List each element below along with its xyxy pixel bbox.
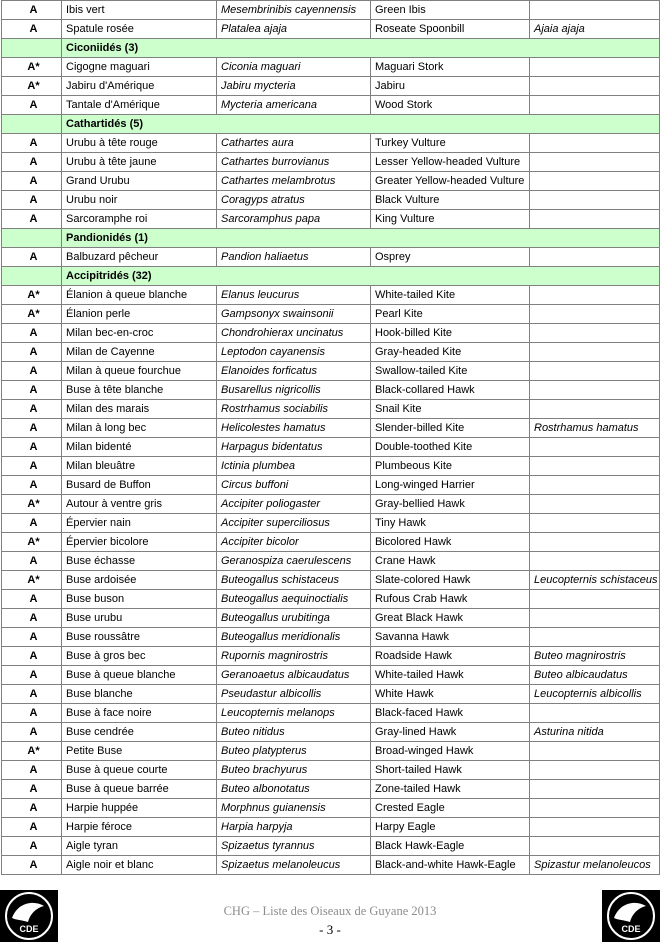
scientific-name: Chondrohierax uncinatus — [217, 324, 371, 343]
synonym-name — [530, 210, 660, 229]
synonym-name: Buteo albicaudatus — [530, 666, 660, 685]
synonym-name: Leucopternis schistaceus — [530, 571, 660, 590]
species-row — [2, 248, 660, 267]
synonym-name — [530, 780, 660, 799]
family-header-row — [2, 267, 660, 286]
synonym-name — [530, 533, 660, 552]
status-code: A — [2, 20, 62, 39]
english-name: Great Black Hawk — [371, 609, 530, 628]
status-code: A — [2, 799, 62, 818]
scientific-name: Ictinia plumbea — [217, 457, 371, 476]
species-row — [2, 362, 660, 381]
species-row — [2, 723, 660, 742]
family-name: Accipitridés (32) — [62, 267, 660, 286]
french-name: Buse échasse — [62, 552, 217, 571]
status-code: A — [2, 210, 62, 229]
synonym-name — [530, 628, 660, 647]
scientific-name: Coragyps atratus — [217, 191, 371, 210]
english-name: Long-winged Harrier — [371, 476, 530, 495]
english-name: Greater Yellow-headed Vulture — [371, 172, 530, 191]
species-row — [2, 704, 660, 723]
species-row — [2, 381, 660, 400]
status-code: A — [2, 609, 62, 628]
french-name: Harpie féroce — [62, 818, 217, 837]
synonym-name — [530, 400, 660, 419]
status-code: A — [2, 172, 62, 191]
scientific-name: Cathartes burrovianus — [217, 153, 371, 172]
synonym-name — [530, 58, 660, 77]
cde-logo-left-text: CDE — [19, 924, 39, 934]
french-name: Buse à face noire — [62, 704, 217, 723]
french-name: Aigle noir et blanc — [62, 856, 217, 875]
species-row — [2, 780, 660, 799]
french-name: Buse à gros bec — [62, 647, 217, 666]
species-row — [2, 818, 660, 837]
scientific-name: Pseudastur albicollis — [217, 685, 371, 704]
species-row — [2, 742, 660, 761]
french-name: Milan à queue fourchue — [62, 362, 217, 381]
english-name: Gray-lined Hawk — [371, 723, 530, 742]
species-row — [2, 438, 660, 457]
status-code: A — [2, 856, 62, 875]
french-name: Buse ardoisée — [62, 571, 217, 590]
status-code: A — [2, 343, 62, 362]
french-name: Sarcoramphe roi — [62, 210, 217, 229]
cde-logo-right-text: CDE — [621, 924, 641, 934]
status-code: A — [2, 96, 62, 115]
scientific-name: Leucopternis melanops — [217, 704, 371, 723]
english-name: Broad-winged Hawk — [371, 742, 530, 761]
scientific-name: Accipiter bicolor — [217, 533, 371, 552]
french-name: Tantale d'Amérique — [62, 96, 217, 115]
species-row — [2, 837, 660, 856]
species-row — [2, 286, 660, 305]
family-status-cell — [2, 39, 62, 58]
synonym-name — [530, 761, 660, 780]
species-row — [2, 1, 660, 20]
status-code: A — [2, 381, 62, 400]
species-row — [2, 191, 660, 210]
species-row — [2, 799, 660, 818]
french-name: Buse roussâtre — [62, 628, 217, 647]
scientific-name: Buteogallus urubitinga — [217, 609, 371, 628]
french-name: Buse à queue blanche — [62, 666, 217, 685]
species-row — [2, 324, 660, 343]
status-code: A — [2, 685, 62, 704]
english-name: Hook-billed Kite — [371, 324, 530, 343]
status-code: A — [2, 590, 62, 609]
synonym-name: Ajaia ajaja — [530, 20, 660, 39]
french-name: Buse à queue barrée — [62, 780, 217, 799]
species-row — [2, 533, 660, 552]
scientific-name: Spizaetus melanoleucus — [217, 856, 371, 875]
english-name: Black-and-white Hawk-Eagle — [371, 856, 530, 875]
status-code: A* — [2, 286, 62, 305]
french-name: Grand Urubu — [62, 172, 217, 191]
scientific-name: Circus buffoni — [217, 476, 371, 495]
english-name: Swallow-tailed Kite — [371, 362, 530, 381]
species-row — [2, 210, 660, 229]
french-name: Balbuzard pêcheur — [62, 248, 217, 267]
species-row — [2, 666, 660, 685]
status-code: A — [2, 476, 62, 495]
status-code: A* — [2, 58, 62, 77]
synonym-name — [530, 742, 660, 761]
english-name: Gray-headed Kite — [371, 343, 530, 362]
english-name: White-tailed Kite — [371, 286, 530, 305]
scientific-name: Platalea ajaja — [217, 20, 371, 39]
synonym-name — [530, 153, 660, 172]
french-name: Buse buson — [62, 590, 217, 609]
french-name: Busard de Buffon — [62, 476, 217, 495]
french-name: Spatule rosée — [62, 20, 217, 39]
scientific-name: Rupornis magnirostris — [217, 647, 371, 666]
synonym-name — [530, 495, 660, 514]
scientific-name: Cathartes melambrotus — [217, 172, 371, 191]
species-row — [2, 590, 660, 609]
synonym-name: Leucopternis albicollis — [530, 685, 660, 704]
french-name: Harpie huppée — [62, 799, 217, 818]
synonym-name — [530, 362, 660, 381]
species-row — [2, 685, 660, 704]
species-row — [2, 571, 660, 590]
family-status-cell — [2, 267, 62, 286]
status-code: A — [2, 780, 62, 799]
status-code: A — [2, 628, 62, 647]
scientific-name: Buteo brachyurus — [217, 761, 371, 780]
synonym-name — [530, 818, 660, 837]
family-header-row — [2, 229, 660, 248]
english-name: Savanna Hawk — [371, 628, 530, 647]
synonym-name — [530, 324, 660, 343]
english-name: Tiny Hawk — [371, 514, 530, 533]
synonym-name: Spizastur melanoleucos — [530, 856, 660, 875]
synonym-name — [530, 552, 660, 571]
scientific-name: Buteogallus aequinoctialis — [217, 590, 371, 609]
english-name: Turkey Vulture — [371, 134, 530, 153]
species-row — [2, 419, 660, 438]
species-row — [2, 609, 660, 628]
species-row — [2, 58, 660, 77]
english-name: Green Ibis — [371, 1, 530, 20]
status-code: A* — [2, 77, 62, 96]
scientific-name: Geranoaetus albicaudatus — [217, 666, 371, 685]
english-name: Gray-bellied Hawk — [371, 495, 530, 514]
french-name: Buse à queue courte — [62, 761, 217, 780]
scientific-name: Mycteria americana — [217, 96, 371, 115]
species-row — [2, 476, 660, 495]
species-table — [1, 0, 660, 875]
scientific-name: Leptodon cayanensis — [217, 343, 371, 362]
species-table-body — [2, 1, 660, 875]
synonym-name — [530, 476, 660, 495]
status-code: A* — [2, 305, 62, 324]
french-name: Milan à long bec — [62, 419, 217, 438]
english-name: Roseate Spoonbill — [371, 20, 530, 39]
status-code: A — [2, 818, 62, 837]
scientific-name: Cathartes aura — [217, 134, 371, 153]
synonym-name — [530, 799, 660, 818]
status-code: A* — [2, 742, 62, 761]
scientific-name: Accipiter superciliosus — [217, 514, 371, 533]
species-row — [2, 343, 660, 362]
status-code: A — [2, 419, 62, 438]
french-name: Élanion perle — [62, 305, 217, 324]
species-row — [2, 400, 660, 419]
french-name: Aigle tyran — [62, 837, 217, 856]
english-name: King Vulture — [371, 210, 530, 229]
french-name: Buse urubu — [62, 609, 217, 628]
status-code: A — [2, 134, 62, 153]
english-name: Black Hawk-Eagle — [371, 837, 530, 856]
synonym-name — [530, 609, 660, 628]
scientific-name: Helicolestes hamatus — [217, 419, 371, 438]
scientific-name: Rostrhamus sociabilis — [217, 400, 371, 419]
status-code: A — [2, 514, 62, 533]
french-name: Cigogne maguari — [62, 58, 217, 77]
species-row — [2, 457, 660, 476]
french-name: Milan bec-en-croc — [62, 324, 217, 343]
french-name: Milan de Cayenne — [62, 343, 217, 362]
english-name: White Hawk — [371, 685, 530, 704]
status-code: A — [2, 324, 62, 343]
english-name: Jabiru — [371, 77, 530, 96]
family-name: Pandionidés (1) — [62, 229, 660, 248]
status-code: A* — [2, 571, 62, 590]
footer-title: CHG – Liste des Oiseaux de Guyane 2013 — [223, 904, 437, 918]
status-code: A — [2, 761, 62, 780]
synonym-name — [530, 77, 660, 96]
french-name: Urubu noir — [62, 191, 217, 210]
family-name: Ciconiidés (3) — [62, 39, 660, 58]
species-row — [2, 172, 660, 191]
synonym-name — [530, 381, 660, 400]
page-number: - 3 - — [319, 922, 341, 937]
synonym-name — [530, 191, 660, 210]
species-row — [2, 134, 660, 153]
french-name: Ibis vert — [62, 1, 217, 20]
synonym-name: Rostrhamus hamatus — [530, 419, 660, 438]
scientific-name: Ciconia maguari — [217, 58, 371, 77]
scientific-name: Jabiru mycteria — [217, 77, 371, 96]
status-code: A — [2, 248, 62, 267]
status-code: A — [2, 400, 62, 419]
family-header-row — [2, 115, 660, 134]
status-code: A — [2, 457, 62, 476]
french-name: Urubu à tête rouge — [62, 134, 217, 153]
species-row — [2, 628, 660, 647]
synonym-name — [530, 134, 660, 153]
english-name: Wood Stork — [371, 96, 530, 115]
english-name: Bicolored Hawk — [371, 533, 530, 552]
synonym-name — [530, 438, 660, 457]
status-code: A — [2, 362, 62, 381]
species-row — [2, 77, 660, 96]
status-code: A* — [2, 533, 62, 552]
synonym-name — [530, 514, 660, 533]
scientific-name: Busarellus nigricollis — [217, 381, 371, 400]
status-code: A — [2, 153, 62, 172]
scientific-name: Geranospiza caerulescens — [217, 552, 371, 571]
english-name: Harpy Eagle — [371, 818, 530, 837]
english-name: Black Vulture — [371, 191, 530, 210]
synonym-name — [530, 343, 660, 362]
english-name: Roadside Hawk — [371, 647, 530, 666]
synonym-name: Asturina nitida — [530, 723, 660, 742]
family-name: Cathartidés (5) — [62, 115, 660, 134]
english-name: Pearl Kite — [371, 305, 530, 324]
english-name: Black-faced Hawk — [371, 704, 530, 723]
french-name: Buse cendrée — [62, 723, 217, 742]
french-name: Buse à tête blanche — [62, 381, 217, 400]
english-name: Short-tailed Hawk — [371, 761, 530, 780]
english-name: Crested Eagle — [371, 799, 530, 818]
status-code: A — [2, 723, 62, 742]
english-name: Slender-billed Kite — [371, 419, 530, 438]
scientific-name: Sarcoramphus papa — [217, 210, 371, 229]
french-name: Épervier nain — [62, 514, 217, 533]
family-status-cell — [2, 115, 62, 134]
scientific-name: Elanoides forficatus — [217, 362, 371, 381]
scientific-name: Harpagus bidentatus — [217, 438, 371, 457]
family-status-cell — [2, 229, 62, 248]
synonym-name — [530, 590, 660, 609]
scientific-name: Buteogallus schistaceus — [217, 571, 371, 590]
english-name: Crane Hawk — [371, 552, 530, 571]
english-name: Rufous Crab Hawk — [371, 590, 530, 609]
french-name: Élanion à queue blanche — [62, 286, 217, 305]
english-name: Lesser Yellow-headed Vulture — [371, 153, 530, 172]
synonym-name — [530, 837, 660, 856]
french-name: Autour à ventre gris — [62, 495, 217, 514]
french-name: Jabiru d'Amérique — [62, 77, 217, 96]
english-name: Zone-tailed Hawk — [371, 780, 530, 799]
species-row — [2, 856, 660, 875]
species-row — [2, 20, 660, 39]
scientific-name: Buteo nitidus — [217, 723, 371, 742]
species-row — [2, 153, 660, 172]
species-row — [2, 305, 660, 324]
french-name: Milan bidenté — [62, 438, 217, 457]
synonym-name — [530, 305, 660, 324]
status-code: A — [2, 704, 62, 723]
status-code: A — [2, 666, 62, 685]
species-row — [2, 495, 660, 514]
scientific-name: Spizaetus tyrannus — [217, 837, 371, 856]
synonym-name — [530, 704, 660, 723]
status-code: A — [2, 552, 62, 571]
species-row — [2, 647, 660, 666]
english-name: Maguari Stork — [371, 58, 530, 77]
french-name: Épervier bicolore — [62, 533, 217, 552]
synonym-name — [530, 457, 660, 476]
english-name: Double-toothed Kite — [371, 438, 530, 457]
french-name: Milan bleuâtre — [62, 457, 217, 476]
french-name: Buse blanche — [62, 685, 217, 704]
english-name: Slate-colored Hawk — [371, 571, 530, 590]
status-code: A* — [2, 495, 62, 514]
status-code: A — [2, 1, 62, 20]
synonym-name — [530, 172, 660, 191]
synonym-name — [530, 286, 660, 305]
scientific-name: Elanus leucurus — [217, 286, 371, 305]
species-row — [2, 761, 660, 780]
english-name: Plumbeous Kite — [371, 457, 530, 476]
scientific-name: Pandion haliaetus — [217, 248, 371, 267]
synonym-name — [530, 96, 660, 115]
family-header-row — [2, 39, 660, 58]
english-name: Snail Kite — [371, 400, 530, 419]
french-name: Urubu à tête jaune — [62, 153, 217, 172]
french-name: Milan des marais — [62, 400, 217, 419]
english-name: White-tailed Hawk — [371, 666, 530, 685]
synonym-name: Buteo magnirostris — [530, 647, 660, 666]
scientific-name: Gampsonyx swainsonii — [217, 305, 371, 324]
scientific-name: Mesembrinibis cayennensis — [217, 1, 371, 20]
scientific-name: Buteo platypterus — [217, 742, 371, 761]
synonym-name — [530, 248, 660, 267]
french-name: Petite Buse — [62, 742, 217, 761]
scientific-name: Buteogallus meridionalis — [217, 628, 371, 647]
species-row — [2, 552, 660, 571]
scientific-name: Morphnus guianensis — [217, 799, 371, 818]
synonym-name — [530, 1, 660, 20]
english-name: Black-collared Hawk — [371, 381, 530, 400]
status-code: A — [2, 647, 62, 666]
status-code: A — [2, 837, 62, 856]
species-row — [2, 514, 660, 533]
status-code: A — [2, 191, 62, 210]
scientific-name: Accipiter poliogaster — [217, 495, 371, 514]
scientific-name: Harpia harpyja — [217, 818, 371, 837]
scientific-name: Buteo albonotatus — [217, 780, 371, 799]
status-code: A — [2, 438, 62, 457]
species-row — [2, 96, 660, 115]
english-name: Osprey — [371, 248, 530, 267]
